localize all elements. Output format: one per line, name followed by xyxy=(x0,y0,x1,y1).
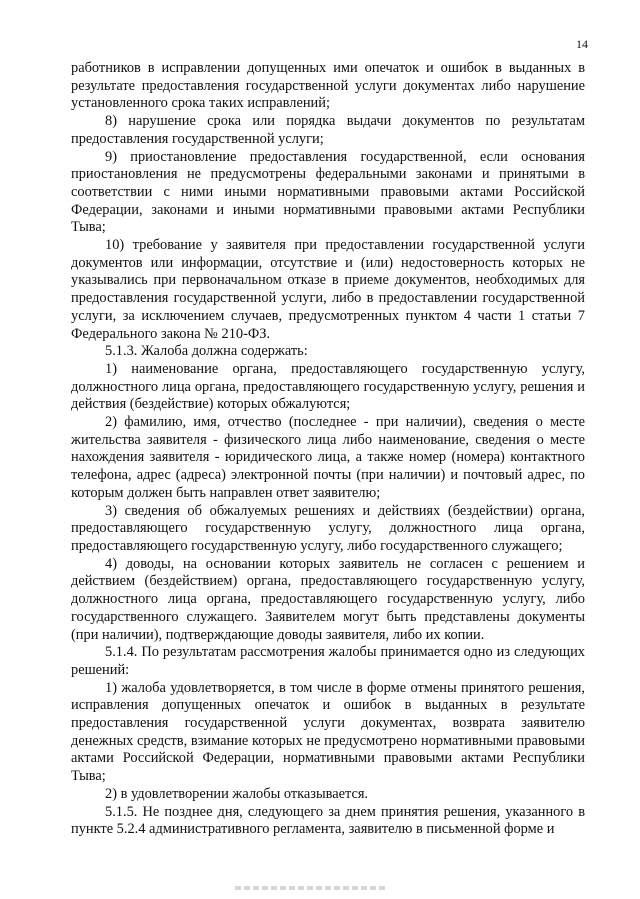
paragraph: 1) жалоба удовлетворяется, в том числе в форме отмены принятого решения, исправления допущенных опечаток и ошибок в выданных в результате предоставления государственной услуги документах, возврата заявителю денежных средств, взимание которых не предусмотрено нормативными правовыми актами Российской Федерации, нормативными правовыми актами Республики Тыва; xyxy=(71,679,585,785)
page-number: 14 xyxy=(576,37,588,51)
paragraph: 8) нарушение срока или порядка выдачи документов по результатам предоставления государственной услуги; xyxy=(71,113,585,147)
paragraph: 10) требование у заявителя при предоставлении государственной услуги документов или информации, отсутствие и (или) недостоверность которых не указывались при первоначальном отказе в приеме документов, необходимых для предоставления государственной услуги, либо в предоставлении государственной услуги, за исключением случаев, предусмотренных пунктом 4 части 1 статьи 7 Федерального закона № 210-ФЗ. xyxy=(71,237,585,342)
paragraph: 5.1.3. Жалоба должна содержать: xyxy=(105,343,308,360)
body-text xyxy=(71,60,585,839)
paragraph: 5.1.4. По результатам рассмотрения жалобы принимается одно из следующих решений: xyxy=(71,644,585,678)
paragraph: 2) в удовлетворении жалобы отказывается. xyxy=(105,785,369,802)
paragraph: 2) фамилию, имя, отчество (последнее - при наличии), сведения о месте жительства заявителя - физического лица либо наименование, сведения о месте нахождения заявителя - юридического лица, а также номер (номера) контактного телефона, адрес (адреса) электронной почты (при наличии) и почтовый адрес, по которым должен быть направлен ответ заявителю; xyxy=(71,414,585,501)
paragraph: 5.1.5. Не позднее дня, следующего за днем принятия решения, указанного в пункте 5.2.4 административного регламента, заявителю в письменной форме и xyxy=(71,803,585,838)
footer-scan-mark xyxy=(235,886,385,890)
paragraph: 4) доводы, на основании которых заявитель не согласен с решением и действием (бездействием) органа, предоставляющего государственную услугу, должностного лица органа, предоставляющего государственную услугу, либо государственного служащего. Заявителем могут быть представлены документы (при наличии), подтверждающие доводы заявителя, либо их копии. xyxy=(71,555,585,643)
paragraph: 3) сведения об обжалуемых решениях и действиях (бездействии) органа, предоставляющего государственную услугу, должностного лица органа, предоставляющего государственную услугу, либо государственного служащего; xyxy=(71,502,585,554)
paragraph: 9) приостановление предоставления государственной, если основания приостановления не предусмотрены федеральными законами и принятыми в соответствии с ними иными нормативными правовыми актами Российской Федерации, законами и иными нормативными правовыми актами Республики Тыва; xyxy=(71,148,585,236)
paragraph: 1) наименование органа, предоставляющего государственную услугу, должностного лица органа, предоставляющего государственную услугу, решения и действия (бездействие) которых обжалуются; xyxy=(71,360,585,413)
paragraph: работников в исправлении допущенных ими опечаток и ошибок в выданных в результате предоставления государственной услуги документах либо нарушение установленного срока таких исправлений; xyxy=(71,60,585,112)
